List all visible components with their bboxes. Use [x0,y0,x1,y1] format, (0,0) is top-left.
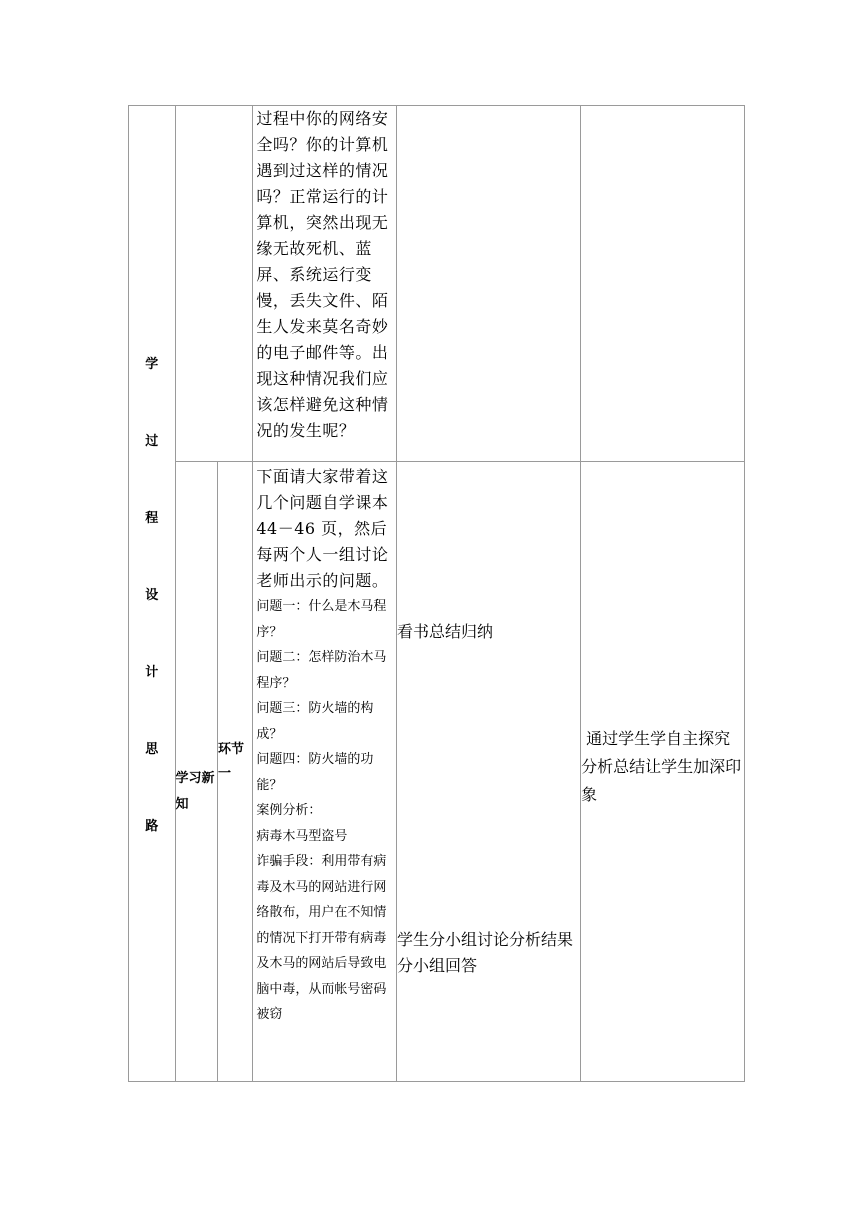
teacher-activity-cell [253,106,397,462]
side-title-char: 过 [145,434,159,449]
stage-label: 环节一 [217,741,244,781]
student-activity-cell [397,106,581,462]
table-row [129,106,745,462]
side-title-char: 路 [145,819,159,834]
process-design-header [129,106,176,1082]
question-list [253,594,396,1028]
case-description: 诈骗手段：利用带有病毒及木马的网站进行网络散布，用户在不知情的情况下打开带有病毒及木马的网站后导致电脑中毒，从而帐号密码被窃 [256,854,387,1022]
table-row [129,462,745,1082]
side-title-char: 程 [145,511,159,526]
design-intent-cell [581,106,745,462]
side-title-char: 计 [145,665,159,680]
section-label: 学习新知 [175,770,215,812]
case-title: 病毒木马型盗号 [256,828,348,844]
teacher-intro: 下面请大家带着这几个问题自学课本 44－46 页，然后每两个人一组讨论老师出示的问题。 [256,467,389,590]
side-title-char: 学 [145,357,159,372]
case-heading: 案例分析： [256,803,322,818]
design-intent-cell [581,462,745,1082]
student-activity-3: 分小组回答 [397,956,478,975]
question-item: 问题三：防火墙的构成？ [256,701,374,742]
teacher-activity-cell [253,462,397,1082]
student-activity-2: 学生分小组讨论分析结果 [397,930,574,949]
side-title-char: 思 [145,742,159,757]
question-item: 问题一：什么是木马程序？ [256,599,387,640]
section-label-cell [175,462,217,1082]
teacher-activity-text: 过程中你的网络安全吗？你的计算机遇到过这样的情况吗？正常运行的计算机，突然出现无缘无故死机、蓝屏、系统运行变慢，丢失文件、陌生人发来莫名奇妙的电子邮件等。出现这种情况我们应该怎样避免这种情况的发生呢？ [256,109,389,440]
student-activity-1: 看书总结归纳 [397,622,494,641]
empty-cell [175,106,253,462]
question-item: 问题四：防火墙的功能？ [256,752,374,793]
stage-label-cell [217,462,252,1082]
design-intent-text: 通过学生学自主探究分析总结让学生加深印象 [581,728,742,804]
lesson-plan-table [128,105,745,1082]
question-item: 问题二：怎样防治木马程序？ [256,650,387,691]
student-activity-cell [397,462,581,1082]
side-title-char: 设 [145,588,159,603]
